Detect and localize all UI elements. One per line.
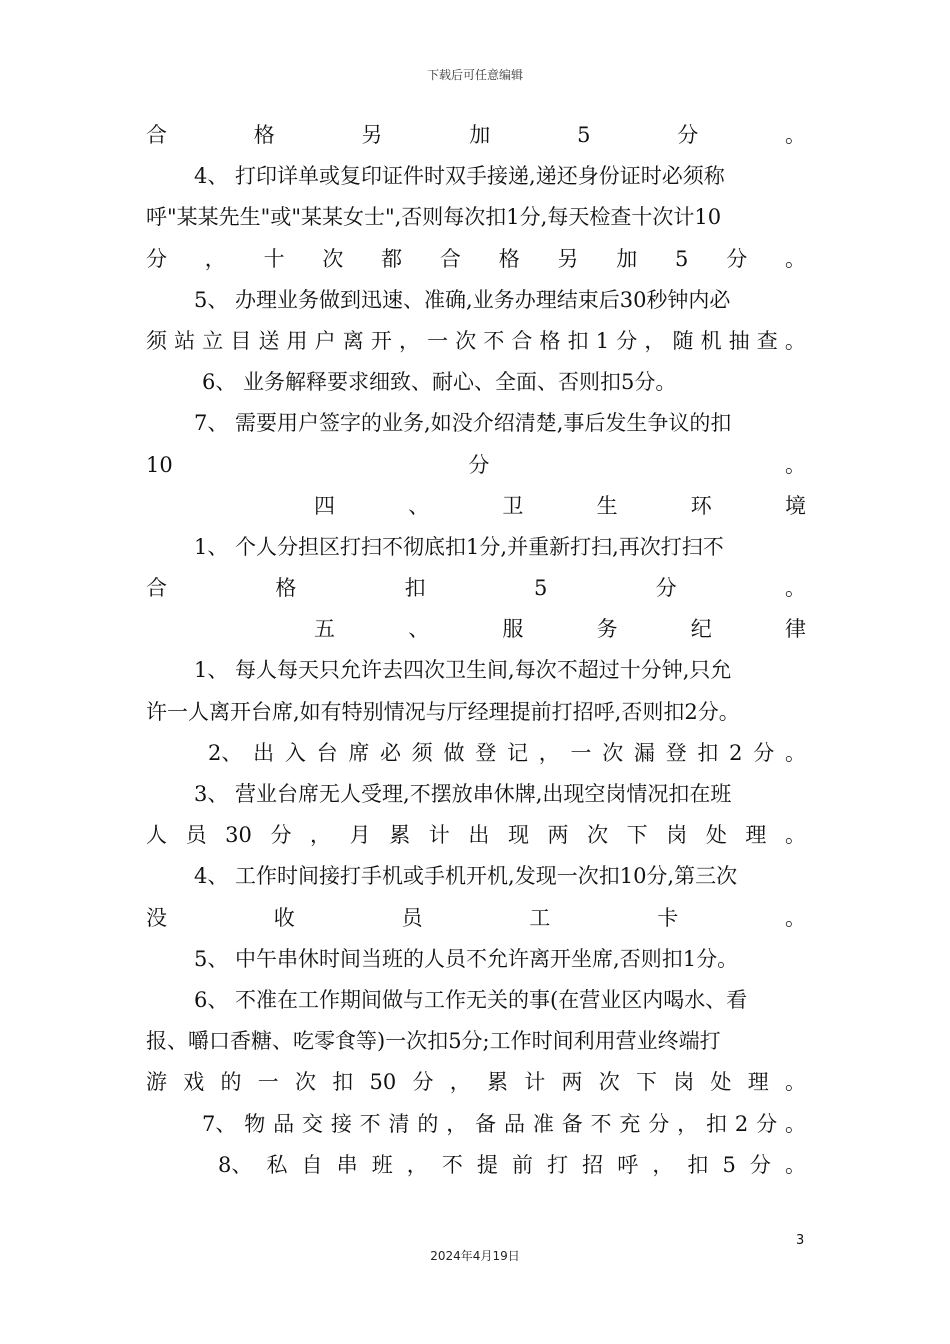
text-token: 7、	[202, 1111, 237, 1136]
text-token: 前	[512, 1152, 533, 1177]
text-token: 计	[524, 1070, 546, 1095]
text-token: 分	[412, 1070, 434, 1095]
text-token: 下	[626, 823, 648, 848]
text-token: 充	[619, 1111, 641, 1136]
text-token: 准	[532, 1111, 554, 1136]
text-token: 漏	[633, 740, 655, 765]
text-token: 扣	[697, 740, 719, 765]
text-token: 扣	[705, 1111, 727, 1136]
text-token: 。	[784, 1111, 806, 1136]
text-token: 2、	[208, 740, 243, 765]
text-token: 私	[266, 1152, 288, 1177]
text-token: 不	[359, 1111, 381, 1136]
text-token: 查	[756, 328, 778, 353]
text-token: 十	[263, 246, 285, 271]
page-number: 3	[796, 1233, 805, 1248]
text-token: 开	[370, 328, 392, 353]
text-token: 累	[486, 1070, 508, 1095]
text-token: 机	[700, 328, 722, 353]
text-token: 生	[596, 493, 618, 518]
text-token: 入	[284, 740, 306, 765]
text-token: 。	[784, 123, 806, 147]
text-token: 分	[146, 246, 167, 271]
text-token: 五	[314, 617, 335, 642]
text-token: 分	[616, 328, 638, 353]
text-token: 。	[785, 1152, 806, 1177]
text-token: 接	[330, 1111, 352, 1136]
text-token: 5	[577, 123, 591, 147]
text-line: 6、 不准在工作期间做与工作无关的事(在营业区内喝水、看	[194, 987, 748, 1012]
text-token: 登	[475, 740, 497, 765]
text-line	[146, 815, 806, 856]
text-token: 不	[483, 328, 505, 353]
text-token: 环	[690, 493, 712, 518]
text-token: 2	[734, 1111, 749, 1136]
text-token: 备	[475, 1111, 497, 1136]
text-token: 席	[348, 740, 370, 765]
text-token: 合	[511, 328, 533, 353]
text-line	[146, 898, 806, 939]
text-token: 1	[595, 328, 610, 353]
text-token: 格	[498, 246, 520, 271]
page-header: 下载后可任意编辑	[426, 68, 523, 82]
text-token: 岗	[666, 823, 688, 848]
text-token: 送	[258, 328, 280, 353]
text-token: 分	[753, 740, 775, 765]
text-token: 两	[547, 823, 569, 848]
text-line	[146, 609, 806, 650]
text-token: 、	[408, 617, 430, 642]
text-line: 报、嚼口香糖、吃零食等)一次扣5分;工作时间利用营业终端打	[146, 1029, 721, 1054]
text-token: 扣	[404, 576, 426, 601]
text-token: 累	[389, 823, 411, 848]
text-line: 呼"某某先生"或"某某女士",否则每次扣1分,每天检查十次计10	[146, 205, 722, 230]
text-token: 处	[710, 1070, 732, 1095]
text-token: 5	[533, 576, 548, 601]
text-token: 。	[784, 905, 806, 930]
text-token: 没	[146, 905, 167, 930]
document-body	[146, 115, 806, 1186]
text-token: 品	[273, 1111, 295, 1136]
text-line: 3、 营业台席无人受理,不摆放串休牌,出现空岗情况扣在班	[194, 782, 732, 806]
text-token: 次	[455, 328, 477, 353]
text-token: 2	[729, 740, 743, 765]
text-token: 。	[784, 1070, 806, 1095]
text-line	[146, 733, 806, 774]
text-token: 游	[146, 1070, 167, 1095]
text-token: 。	[784, 246, 806, 271]
text-token: 立	[202, 328, 224, 353]
text-token: ，	[538, 740, 560, 765]
text-token: 分	[726, 246, 748, 271]
text-token: ，	[644, 328, 666, 353]
text-token: 格	[539, 328, 561, 353]
text-line: 5、 办理业务做到迅速、准确,业务办理结束后30秒钟内必	[194, 287, 731, 312]
text-token: 目	[230, 328, 252, 353]
text-token: 。	[784, 452, 806, 477]
text-line: 7、 需要用户签字的业务,如没介绍清楚,事后发生争议的扣	[194, 411, 732, 436]
text-token: 用	[286, 328, 308, 353]
text-token: 岗	[673, 1070, 695, 1095]
text-token: 次	[587, 823, 609, 848]
text-token: 分	[270, 823, 292, 848]
text-token: 8、	[218, 1152, 253, 1177]
text-token: 登	[665, 740, 687, 765]
text-token: 次	[295, 1070, 316, 1095]
text-token: 理	[745, 823, 767, 848]
text-token: 。	[784, 823, 806, 848]
text-line	[146, 1062, 806, 1103]
text-token: 清	[388, 1111, 410, 1136]
text-token: 境	[784, 493, 806, 518]
text-token: 合	[146, 576, 167, 601]
text-token: 5	[675, 246, 689, 271]
text-token: 卫	[502, 493, 524, 518]
text-line: 1、 每人每天只允许去四次卫生间,每次不超过十分钟,只允	[194, 658, 732, 683]
text-token: 备	[561, 1111, 583, 1136]
text-line	[146, 568, 806, 609]
text-token: 须	[411, 740, 433, 765]
text-token: 合	[439, 246, 461, 271]
text-token: 串	[336, 1152, 358, 1177]
text-token: 离	[342, 328, 364, 353]
text-token: 提	[476, 1152, 498, 1177]
text-token: 另	[557, 246, 579, 271]
text-token: 打	[547, 1152, 569, 1177]
text-token: 次	[602, 740, 624, 765]
text-token: 四	[314, 493, 335, 518]
text-token: 扣	[567, 328, 589, 353]
text-token: 服	[502, 617, 524, 642]
text-token: 不	[590, 1111, 612, 1136]
text-token: 5	[722, 1152, 736, 1177]
text-token: 必	[380, 740, 402, 765]
text-token: ，	[652, 1152, 674, 1177]
text-token: 分	[655, 576, 677, 601]
text-token: 工	[529, 905, 551, 930]
text-token: 交	[301, 1111, 323, 1136]
text-token: 另	[361, 123, 383, 147]
text-token: 招	[582, 1152, 604, 1177]
text-token: 现	[507, 823, 529, 848]
text-line: 4、 打印详单或复印证件时双手接递,递还身份证时必须称	[194, 164, 725, 189]
text-token: 班	[371, 1152, 393, 1177]
text-token: ，	[398, 328, 420, 353]
page-footer-date: 2024年4月19日	[430, 1249, 520, 1263]
text-line: 5、 中午串休时间当班的人员不允许离开坐席,否则扣1分。	[194, 946, 739, 971]
text-token: 抽	[728, 328, 750, 353]
text-token: 务	[596, 617, 618, 642]
text-token: ，	[446, 1111, 468, 1136]
text-token: ，	[677, 1111, 699, 1136]
text-token: 两	[561, 1070, 583, 1095]
text-token: 呼	[617, 1152, 639, 1177]
text-line: 1、 个人分担区打扫不彻底扣1分,并重新打扫,再次打扫不	[194, 534, 724, 559]
text-token: 分	[468, 452, 490, 477]
text-token: 不	[441, 1152, 463, 1177]
text-line	[146, 321, 806, 362]
text-token: 、	[408, 493, 430, 518]
text-line	[146, 239, 806, 280]
text-token: ，	[406, 1152, 428, 1177]
text-token: 10	[146, 452, 173, 477]
text-token: 纪	[690, 617, 712, 642]
text-token: ，	[310, 823, 332, 848]
text-token: 分	[648, 1111, 670, 1136]
text-line	[146, 445, 806, 486]
text-token: 律	[784, 617, 806, 642]
text-token: 一	[570, 740, 592, 765]
text-token: 须	[146, 328, 167, 353]
text-token: 格	[275, 576, 297, 601]
text-token: 分	[756, 1111, 778, 1136]
text-token: 物	[244, 1111, 266, 1136]
text-line	[146, 486, 806, 527]
text-token: 出	[253, 740, 275, 765]
text-token: 月	[349, 823, 371, 848]
text-token: 戏	[183, 1070, 205, 1095]
text-token: 收	[273, 905, 295, 930]
text-token: 加	[469, 123, 491, 147]
text-token: 都	[381, 246, 403, 271]
text-token: 格	[253, 123, 275, 147]
text-token: 台	[316, 740, 338, 765]
text-token: 出	[468, 823, 490, 848]
text-line	[146, 115, 806, 156]
text-token: 。	[784, 740, 806, 765]
text-token: 。	[784, 576, 806, 601]
text-token: 计	[428, 823, 450, 848]
text-token: 一	[257, 1070, 279, 1095]
text-token: 50	[369, 1070, 397, 1095]
text-token: 员	[185, 823, 207, 848]
text-token: 处	[705, 823, 727, 848]
text-line	[146, 1104, 806, 1145]
text-token: ，	[204, 246, 226, 271]
text-token: 合	[146, 123, 167, 147]
text-token: 的	[220, 1070, 242, 1095]
text-token: 自	[301, 1152, 323, 1177]
text-line	[146, 1145, 806, 1186]
text-token: 理	[747, 1070, 769, 1095]
text-token: 站	[174, 328, 196, 353]
text-token: 扣	[687, 1152, 709, 1177]
text-token: 扣	[332, 1070, 354, 1095]
text-line: 4、 工作时间接打手机或手机开机,发现一次扣10分,第三次	[194, 864, 738, 889]
text-token: 分	[677, 123, 699, 147]
text-token: 加	[616, 246, 638, 271]
text-token: 户	[314, 328, 336, 353]
text-token: 品	[503, 1111, 525, 1136]
text-token: 的	[417, 1111, 439, 1136]
text-token: 一	[427, 328, 449, 353]
text-token: ，	[449, 1070, 471, 1095]
text-token: 分	[749, 1152, 771, 1177]
text-token: 人	[146, 823, 167, 848]
text-token: 卡	[657, 905, 679, 930]
text-token: 记	[506, 740, 528, 765]
text-token: 做	[443, 740, 465, 765]
text-token: 次	[598, 1070, 620, 1095]
text-token: 30	[225, 823, 252, 848]
text-token: 员	[401, 905, 423, 930]
text-token: 随	[672, 328, 694, 353]
text-token: 下	[635, 1070, 657, 1095]
text-line: 6、 业务解释要求细致、耐心、全面、否则扣5分。	[202, 370, 677, 395]
text-token: 。	[784, 328, 806, 353]
text-line: 许一人离开台席,如有特别情况与厅经理提前打招呼,否则扣2分。	[146, 699, 740, 724]
text-token: 次	[322, 246, 344, 271]
